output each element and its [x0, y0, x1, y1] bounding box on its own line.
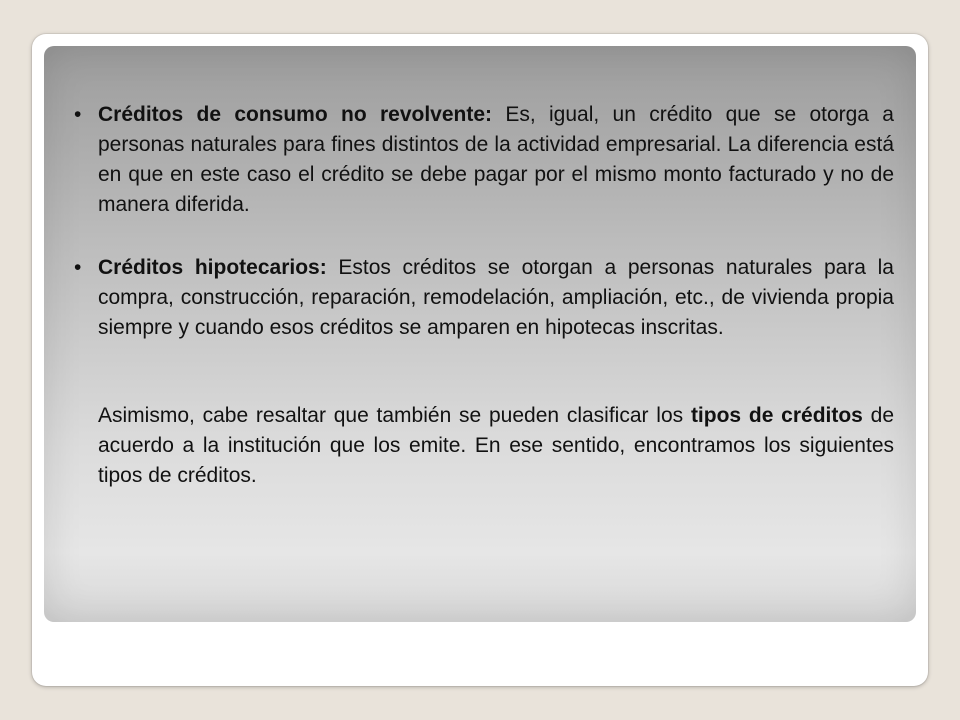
bullet-description: Es, igual, un crédito que se otorga a personas naturales para fines distintos de la actividad empresarial. La diferencia está en que en este caso el crédito se debe pagar por el mismo monto facturado y no de manera diferida. — [98, 103, 894, 216]
content-panel — [44, 46, 916, 622]
bullet-icon: • — [74, 103, 82, 126]
bullet-term: Créditos de consumo no revolvente: — [98, 103, 493, 126]
closing-text-end: de acuerdo a la institución que los emite. En ese sentido, encontramos los siguientes tipos de créditos. — [98, 404, 894, 487]
slide-card — [32, 34, 928, 686]
slide-body — [74, 100, 894, 512]
bullet-item-consumo — [74, 100, 894, 220]
bullet-icon: • — [74, 256, 82, 279]
bullet-text — [98, 253, 894, 343]
bullet-description: Estos créditos se otorgan a personas naturales para la compra, construcción, reparación, remodelación, ampliación, etc., de vivienda propia siempre y cuando esos créditos se amparen en hipotecas inscritas. — [98, 256, 894, 339]
closing-bold-term: tipos de créditos — [690, 404, 863, 427]
bullet-term: Créditos hipotecarios: — [98, 256, 327, 279]
bullet-item-hipotecarios — [74, 253, 894, 343]
closing-text-start: Asimismo, cabe resaltar que también se pueden clasificar los — [98, 404, 691, 427]
bullet-text — [98, 100, 894, 220]
closing-paragraph — [98, 401, 894, 491]
